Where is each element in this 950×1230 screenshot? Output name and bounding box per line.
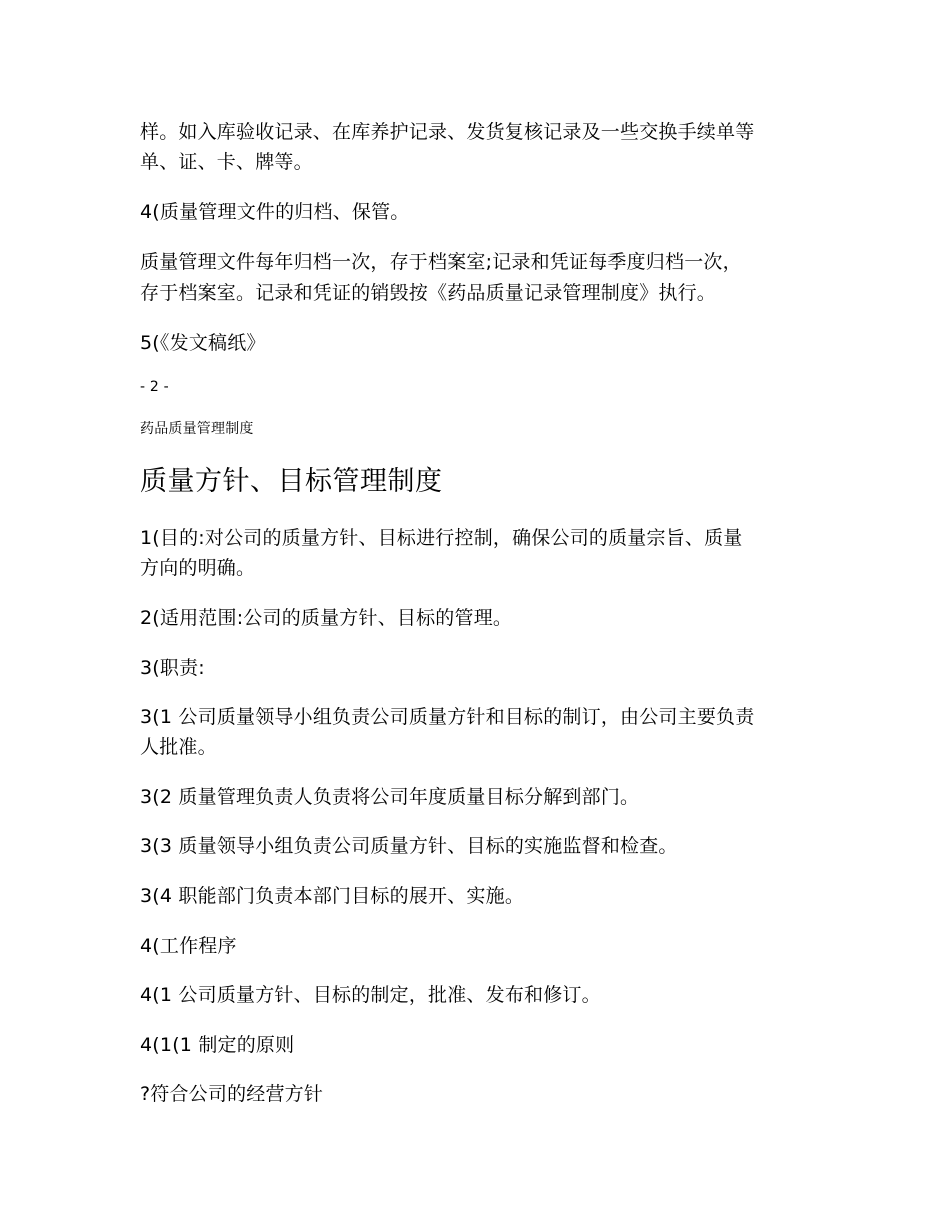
body-text-line: 质量管理文件每年归档一次，存于档案室;记录和凭证每季度归档一次， [140,251,742,273]
body-text-line: 4(质量管理文件的归档、保管。 [140,201,410,223]
body-text-line: 存于档案室。记录和凭证的销毁按《药品质量记录管理制度》执行。 [140,282,717,304]
body-text-line: 4(1(1 制定的原则 [140,1034,295,1056]
page-number: - 2 - [140,379,169,395]
body-text-line: 3(4 职能部门负责本部门目标的展开、实施。 [140,885,525,907]
body-text-line: 3(职责: [140,657,205,679]
body-text-line: 2(适用范围:公司的质量方针、目标的管理。 [140,607,513,629]
running-header: 药品质量管理制度 [140,421,254,437]
body-text-line: 5(《发文稿纸》 [140,332,266,354]
body-text-line: 4(工作程序 [140,935,237,957]
section-title: 质量方针、目标管理制度 [140,466,443,497]
body-text-line: 单、证、卡、牌等。 [140,151,313,173]
body-text-line: 方向的明确。 [140,557,256,579]
body-text-line: ?符合公司的经营方针 [140,1083,324,1105]
body-text-line: 1(目的:对公司的质量方针、目标进行控制，确保公司的质量宗旨、质量 [140,527,743,549]
body-text-line: 3(2 质量管理负责人负责将公司年度质量目标分解到部门。 [140,786,640,808]
body-text-line: 样。如入库验收记录、在库养护记录、发货复核记录及一些交换手续单等 [140,121,755,143]
body-text-line: 4(1 公司质量方针、目标的制定，批准、发布和修订。 [140,984,601,1006]
body-text-line: 人批准。 [140,736,217,758]
body-text-line: 3(3 质量领导小组负责公司质量方针、目标的实施监督和检查。 [140,835,678,857]
body-text-line: 3(1 公司质量领导小组负责公司质量方针和目标的制订，由公司主要负责 [140,706,755,728]
